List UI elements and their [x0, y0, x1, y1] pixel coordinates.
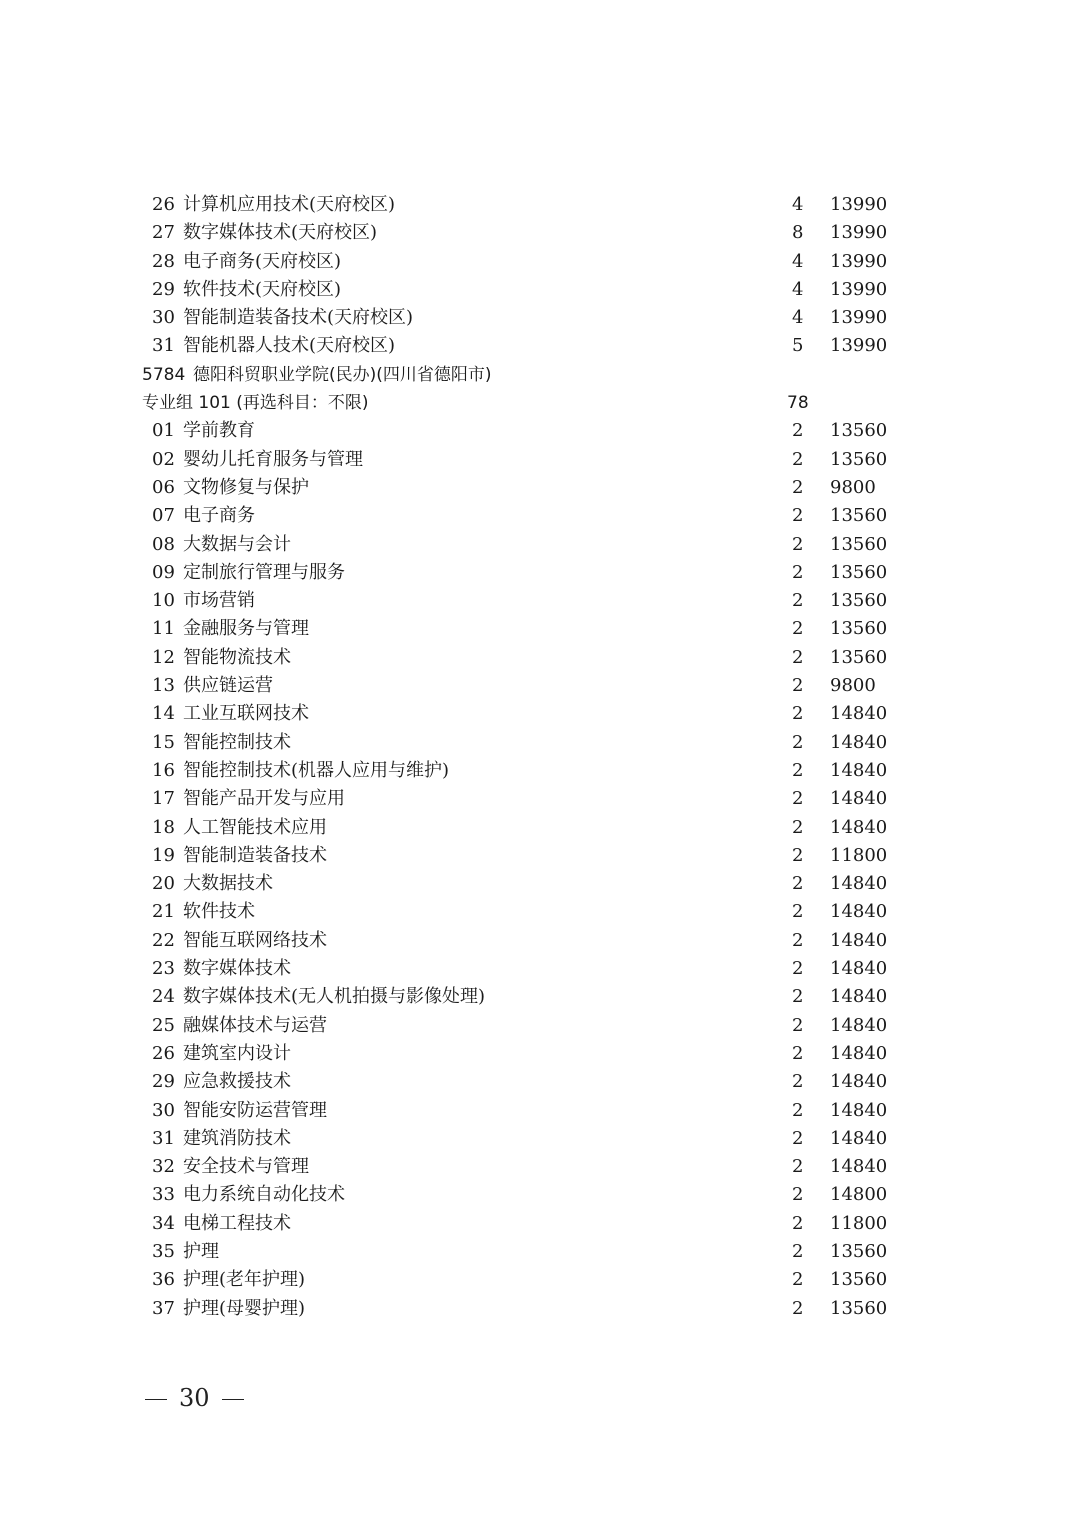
program-code: 28	[152, 250, 175, 272]
program-row	[0, 332, 1080, 360]
program-code: 26	[152, 194, 175, 215]
program-code: 07	[152, 505, 175, 527]
program-fee: 14840	[830, 929, 888, 951]
program-row	[0, 248, 1080, 276]
program-fee: 14840	[830, 703, 888, 725]
program-name: 数字媒体技术	[183, 958, 291, 980]
program-fee: 14840	[830, 788, 888, 810]
program-code: 31	[152, 1127, 175, 1149]
program-code: 29	[152, 278, 175, 300]
program-count: 2	[792, 901, 804, 923]
program-row	[0, 559, 1080, 587]
program-row	[0, 955, 1080, 983]
school-header	[0, 361, 1080, 389]
program-code: 35	[152, 1240, 175, 1262]
program-row	[0, 219, 1080, 247]
program-code: 18	[152, 816, 175, 838]
group-header	[0, 389, 1080, 417]
program-name: 婴幼儿托育服务与管理	[183, 448, 363, 470]
program-row	[0, 531, 1080, 559]
program-fee: 13560	[830, 533, 888, 555]
previous-school-rows	[0, 191, 1080, 361]
program-count: 2	[792, 731, 804, 753]
program-count: 2	[792, 759, 804, 781]
program-name: 应急救援技术	[183, 1071, 291, 1093]
program-name: 融媒体技术与运营	[183, 1014, 327, 1036]
program-row	[0, 502, 1080, 530]
program-name: 护理	[183, 1240, 219, 1262]
program-row	[0, 276, 1080, 304]
program-fee: 13560	[830, 561, 888, 583]
program-name: 电子商务(天府校区)	[183, 250, 342, 272]
program-code: 17	[152, 788, 175, 810]
program-count: 2	[792, 1042, 804, 1064]
program-count: 2	[792, 788, 804, 810]
program-row	[0, 785, 1080, 813]
program-fee: 9800	[830, 476, 876, 498]
program-count: 2	[792, 1297, 804, 1319]
program-fee: 13560	[830, 420, 888, 442]
program-row	[0, 417, 1080, 445]
program-name: 建筑室内设计	[183, 1042, 291, 1064]
program-name: 智能物流技术	[183, 646, 291, 668]
program-name: 智能互联网络技术	[183, 929, 327, 951]
program-code: 36	[152, 1269, 175, 1291]
footer-dash-left	[145, 1399, 167, 1400]
program-name: 计算机应用技术(天府校区)	[183, 194, 396, 215]
school-code: 5784	[142, 364, 186, 385]
program-name: 学前教育	[183, 420, 255, 442]
program-row	[0, 1125, 1080, 1153]
program-row	[0, 842, 1080, 870]
program-name: 大数据与会计	[183, 533, 291, 555]
program-name: 数字媒体技术(天府校区)	[183, 222, 378, 244]
program-count: 2	[792, 505, 804, 527]
program-name: 文物修复与保护	[183, 476, 309, 498]
program-code: 33	[152, 1184, 175, 1206]
program-code: 13	[152, 675, 175, 697]
program-code: 29	[152, 1071, 175, 1093]
program-name: 护理(老年护理)	[183, 1269, 306, 1291]
program-fee: 13990	[830, 250, 888, 272]
program-row	[0, 474, 1080, 502]
program-count: 2	[792, 448, 804, 470]
program-name: 数字媒体技术(无人机拍摄与影像处理)	[183, 986, 486, 1008]
program-row	[0, 1097, 1080, 1125]
program-row	[0, 1238, 1080, 1266]
program-fee: 14840	[830, 1042, 888, 1064]
program-name: 智能制造装备技术	[183, 844, 327, 866]
program-fee: 13560	[830, 505, 888, 527]
program-count: 2	[792, 873, 804, 895]
program-code: 20	[152, 873, 175, 895]
program-fee: 11800	[830, 1212, 888, 1234]
program-fee: 13560	[830, 1240, 888, 1262]
program-fee: 14840	[830, 759, 888, 781]
page-number: 30	[179, 1384, 210, 1412]
program-row	[0, 644, 1080, 672]
program-name: 定制旅行管理与服务	[183, 561, 345, 583]
program-list	[0, 191, 1080, 1323]
program-name: 智能安防运营管理	[183, 1099, 327, 1121]
program-name: 智能产品开发与应用	[183, 788, 345, 810]
program-fee: 14840	[830, 1014, 888, 1036]
program-fee: 14840	[830, 873, 888, 895]
program-row	[0, 1295, 1080, 1323]
program-name: 软件技术(天府校区)	[183, 278, 342, 300]
program-name: 金融服务与管理	[183, 618, 309, 640]
program-count: 2	[792, 1071, 804, 1093]
program-count: 2	[792, 420, 804, 442]
program-fee: 14800	[830, 1184, 888, 1206]
program-fee: 14840	[830, 958, 888, 980]
program-name: 智能机器人技术(天府校区)	[183, 335, 396, 357]
program-count: 2	[792, 1212, 804, 1234]
program-count: 2	[792, 1240, 804, 1262]
program-code: 10	[152, 590, 175, 612]
page-footer	[145, 1384, 244, 1412]
program-fee: 13990	[830, 307, 888, 329]
program-fee: 9800	[830, 675, 876, 697]
program-count: 2	[792, 1099, 804, 1121]
program-code: 23	[152, 958, 175, 980]
program-fee: 11800	[830, 844, 888, 866]
program-code: 19	[152, 844, 175, 866]
program-fee: 13560	[830, 646, 888, 668]
program-code: 25	[152, 1014, 175, 1036]
program-code: 01	[152, 420, 175, 442]
program-name: 供应链运营	[183, 675, 273, 697]
group-count: 78	[787, 393, 809, 414]
program-count: 2	[792, 646, 804, 668]
program-count: 2	[792, 986, 804, 1008]
program-name: 智能控制技术(机器人应用与维护)	[183, 759, 450, 781]
program-code: 09	[152, 561, 175, 583]
program-fee: 13560	[830, 1269, 888, 1291]
program-row	[0, 672, 1080, 700]
program-fee: 13560	[830, 1297, 888, 1319]
program-count: 2	[792, 929, 804, 951]
program-fee: 14840	[830, 816, 888, 838]
program-fee: 14840	[830, 1099, 888, 1121]
program-fee: 14840	[830, 986, 888, 1008]
program-count: 4	[792, 307, 804, 329]
program-code: 32	[152, 1156, 175, 1178]
program-code: 27	[152, 222, 175, 244]
program-row	[0, 1040, 1080, 1068]
program-row	[0, 898, 1080, 926]
program-count: 2	[792, 533, 804, 555]
program-code: 15	[152, 731, 175, 753]
group-program-rows	[0, 417, 1080, 1323]
program-count: 2	[792, 1269, 804, 1291]
program-fee: 14840	[830, 731, 888, 753]
program-fee: 14840	[830, 1071, 888, 1093]
program-count: 4	[792, 194, 804, 215]
program-row	[0, 757, 1080, 785]
program-count: 2	[792, 618, 804, 640]
program-code: 37	[152, 1297, 175, 1319]
program-row	[0, 191, 1080, 219]
program-code: 22	[152, 929, 175, 951]
program-row	[0, 983, 1080, 1011]
program-count: 2	[792, 590, 804, 612]
program-code: 06	[152, 476, 175, 498]
program-fee: 13560	[830, 448, 888, 470]
program-row	[0, 615, 1080, 643]
program-fee: 13560	[830, 618, 888, 640]
program-count: 2	[792, 816, 804, 838]
program-count: 2	[792, 561, 804, 583]
program-fee: 14840	[830, 901, 888, 923]
program-row	[0, 1210, 1080, 1238]
program-name: 人工智能技术应用	[183, 816, 327, 838]
program-code: 08	[152, 533, 175, 555]
program-count: 2	[792, 1156, 804, 1178]
program-name: 护理(母婴护理)	[183, 1297, 306, 1319]
program-fee: 14840	[830, 1127, 888, 1149]
footer-dash-right	[222, 1399, 244, 1400]
program-row	[0, 1153, 1080, 1181]
program-row	[0, 927, 1080, 955]
program-code: 30	[152, 307, 175, 329]
program-count: 2	[792, 1184, 804, 1206]
program-row	[0, 1068, 1080, 1096]
program-fee: 13560	[830, 590, 888, 612]
program-row	[0, 1012, 1080, 1040]
program-count: 2	[792, 703, 804, 725]
program-code: 12	[152, 646, 175, 668]
program-name: 电子商务	[183, 505, 255, 527]
program-row	[0, 729, 1080, 757]
program-row	[0, 870, 1080, 898]
program-count: 8	[792, 222, 804, 244]
program-code: 11	[152, 618, 175, 640]
program-row	[0, 587, 1080, 615]
program-count: 2	[792, 1127, 804, 1149]
program-count: 2	[792, 844, 804, 866]
program-row	[0, 700, 1080, 728]
program-count: 4	[792, 278, 804, 300]
program-fee: 13990	[830, 278, 888, 300]
program-count: 4	[792, 250, 804, 272]
program-code: 21	[152, 901, 175, 923]
program-count: 2	[792, 476, 804, 498]
program-code: 14	[152, 703, 175, 725]
program-row	[0, 814, 1080, 842]
program-row	[0, 1181, 1080, 1209]
program-code: 02	[152, 448, 175, 470]
program-name: 市场营销	[183, 590, 255, 612]
group-label: 专业组 101 (再选科目：不限)	[142, 393, 369, 414]
program-count: 2	[792, 1014, 804, 1036]
program-count: 5	[792, 335, 804, 357]
program-code: 26	[152, 1042, 175, 1064]
program-code: 34	[152, 1212, 175, 1234]
program-name: 电梯工程技术	[183, 1212, 291, 1234]
program-name: 工业互联网技术	[183, 703, 309, 725]
program-name: 智能控制技术	[183, 731, 291, 753]
program-name: 大数据技术	[183, 873, 273, 895]
program-row	[0, 304, 1080, 332]
program-fee: 13990	[830, 194, 888, 215]
program-count: 2	[792, 958, 804, 980]
program-code: 30	[152, 1099, 175, 1121]
program-name: 软件技术	[183, 901, 255, 923]
program-count: 2	[792, 675, 804, 697]
program-name: 电力系统自动化技术	[183, 1184, 345, 1206]
program-code: 31	[152, 335, 175, 357]
program-row	[0, 1266, 1080, 1294]
program-name: 建筑消防技术	[183, 1127, 291, 1149]
program-name: 智能制造装备技术(天府校区)	[183, 307, 414, 329]
program-fee: 14840	[830, 1156, 888, 1178]
program-name: 安全技术与管理	[183, 1156, 309, 1178]
program-code: 24	[152, 986, 175, 1008]
program-row	[0, 446, 1080, 474]
program-fee: 13990	[830, 222, 888, 244]
program-code: 16	[152, 759, 175, 781]
school-name: 德阳科贸职业学院(民办)(四川省德阳市)	[193, 364, 492, 385]
program-fee: 13990	[830, 335, 888, 357]
